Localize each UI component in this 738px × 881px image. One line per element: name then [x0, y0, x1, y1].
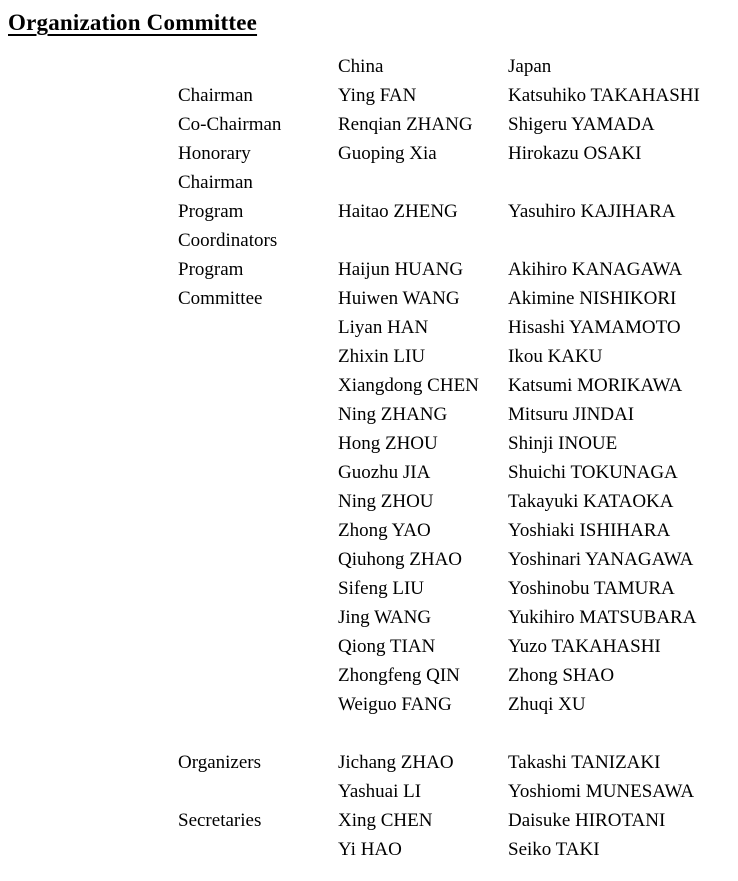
china-name: Hong ZHOU [338, 433, 438, 454]
table-row [178, 81, 738, 110]
page-title: Organization Committee [8, 10, 258, 35]
china-name: Weiguo FANG [338, 694, 452, 715]
china-name: Ning ZHOU [338, 491, 434, 512]
role-label: Organizers [178, 752, 262, 773]
china-name: Huiwen WANG [338, 288, 460, 309]
japan-name: Yuzo TAKAHASHI [508, 636, 661, 657]
japan-name: Katsumi MORIKAWA [508, 375, 683, 396]
china-name: Jichang ZHAO [338, 752, 454, 773]
china-name: Sifeng LIU [338, 578, 425, 599]
japan-name: Daisuke HIROTANI [508, 810, 666, 831]
table-row [178, 429, 738, 458]
japan-name: Shigeru YAMADA [508, 114, 655, 135]
table-row [178, 342, 738, 371]
table-row [178, 806, 738, 835]
table-row [178, 139, 738, 168]
japan-name: Akimine NISHIKORI [508, 288, 677, 309]
role-label: Committee [178, 288, 263, 309]
japan-name: Yoshinari YANAGAWA [508, 549, 694, 570]
column-header-row [178, 52, 738, 81]
table-row [178, 284, 738, 313]
table-row [178, 574, 738, 603]
table-row [178, 777, 738, 806]
table-row [178, 110, 738, 139]
table-row [178, 168, 738, 197]
china-name: Jing WANG [338, 607, 432, 628]
table-row [178, 516, 738, 545]
japan-name: Takayuki KATAOKA [508, 491, 674, 512]
table-row [178, 545, 738, 574]
china-name: Zhongfeng QIN [338, 665, 460, 686]
china-name: China [338, 56, 384, 77]
china-name: Guozhu JIA [338, 462, 431, 483]
japan-name: Ikou KAKU [508, 346, 603, 367]
japan-name: Hisashi YAMAMOTO [508, 317, 681, 338]
table-row [178, 255, 738, 284]
table-row [178, 400, 738, 429]
role-label: Program [178, 259, 244, 280]
committee-table [178, 52, 738, 864]
japan-name: Mitsuru JINDAI [508, 404, 635, 425]
japan-name: Zhuqi XU [508, 694, 586, 715]
china-name: Yi HAO [338, 839, 402, 860]
table-row [178, 719, 738, 748]
table-row [178, 313, 738, 342]
china-name: Zhixin LIU [338, 346, 426, 367]
china-name: Ying FAN [338, 85, 417, 106]
china-name: Zhong YAO [338, 520, 431, 541]
table-row [178, 632, 738, 661]
japan-name: Japan [508, 56, 552, 77]
table-row [178, 226, 738, 255]
table-row [178, 371, 738, 400]
japan-name: Akihiro KANAGAWA [508, 259, 683, 280]
china-name: Guoping Xia [338, 143, 437, 164]
table-row [178, 197, 738, 226]
japan-name: Shinji INOUE [508, 433, 618, 454]
table-row [178, 458, 738, 487]
role-label: Secretaries [178, 810, 262, 831]
japan-name: Yoshiaki ISHIHARA [508, 520, 671, 541]
role-label: Chairman [178, 85, 253, 106]
china-name: Qiuhong ZHAO [338, 549, 463, 570]
japan-name: Katsuhiko TAKAHASHI [508, 85, 700, 106]
china-name: Qiong TIAN [338, 636, 436, 657]
table-row [178, 661, 738, 690]
japan-name: Shuichi TOKUNAGA [508, 462, 678, 483]
role-label: Chairman [178, 172, 253, 193]
japan-name: Hirokazu OSAKI [508, 143, 642, 164]
table-row [178, 748, 738, 777]
role-label: Co-Chairman [178, 114, 282, 135]
japan-name: Zhong SHAO [508, 665, 615, 686]
table-row [178, 603, 738, 632]
china-name: Haijun HUANG [338, 259, 464, 280]
china-name: Haitao ZHENG [338, 201, 458, 222]
role-label: Honorary [178, 143, 251, 164]
japan-name: Yukihiro MATSUBARA [508, 607, 697, 628]
table-row [178, 487, 738, 516]
china-name: Yashuai LI [338, 781, 422, 802]
china-name: Ning ZHANG [338, 404, 448, 425]
table-row [178, 690, 738, 719]
role-label: Program [178, 201, 244, 222]
china-name: Liyan HAN [338, 317, 429, 338]
japan-name: Yasuhiro KAJIHARA [508, 201, 676, 222]
japan-name: Takashi TANIZAKI [508, 752, 661, 773]
china-name: Xiangdong CHEN [338, 375, 479, 396]
role-label: Coordinators [178, 230, 278, 251]
japan-name: Yoshiomi MUNESAWA [508, 781, 695, 802]
china-name: Renqian ZHANG [338, 114, 473, 135]
china-name: Xing CHEN [338, 810, 433, 831]
japan-name: Yoshinobu TAMURA [508, 578, 675, 599]
table-row [178, 835, 738, 864]
japan-name: Seiko TAKI [508, 839, 600, 860]
